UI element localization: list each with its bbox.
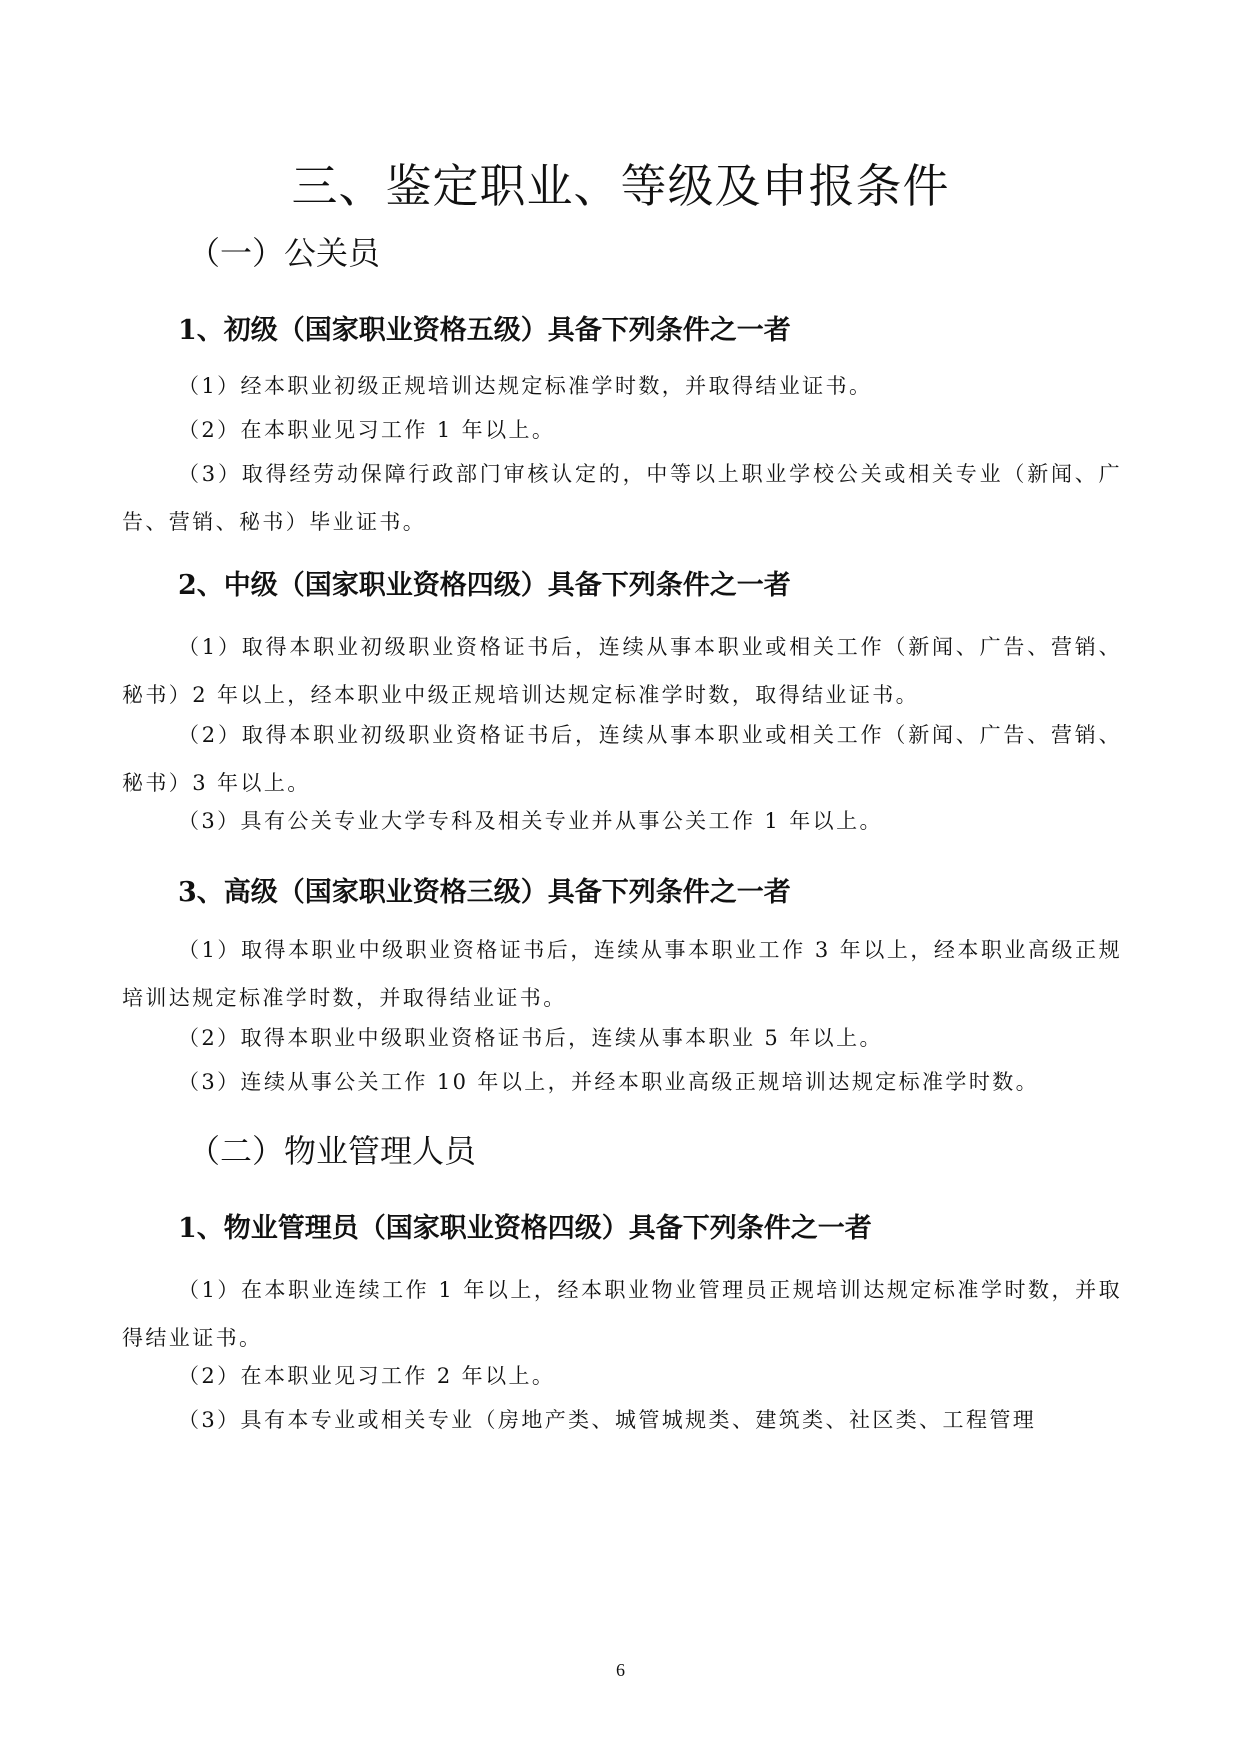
page-title: 三、鉴定职业、等级及申报条件 (291, 159, 950, 213)
requirement-item: （2）在本职业见习工作 1 年以上。 (178, 418, 556, 442)
requirement-item: （1）经本职业初级正规培训达规定标准学时数，并取得结业证书。 (178, 374, 873, 398)
requirement-item: （1）取得本职业初级职业资格证书后，连续从事本职业或相关工作（新闻、广告、营销、秘书）2 年以上，经本职业中级正规培训达规定标准学时数，取得结业证书。 (122, 635, 1122, 707)
requirement-item: （3）连续从事公关工作 10 年以上，并经本职业高级正规培训达规定标准学时数。 (178, 1070, 1040, 1094)
requirement-item: （2）取得本职业中级职业资格证书后，连续从事本职业 5 年以上。 (178, 1026, 883, 1050)
requirement-item: （3）具有本专业或相关专业（房地产类、城管城规类、建筑类、社区类、工程管理 (178, 1408, 1037, 1432)
section-heading-public-relations: （一）公关员 (188, 234, 381, 272)
requirement-item: （3）取得经劳动保障行政部门审核认定的，中等以上职业学校公关或相关专业（新闻、广告、营销、秘书）毕业证书。 (122, 462, 1122, 534)
level-heading-senior: 3、高级（国家职业资格三级）具备下列条件之一者 (178, 877, 791, 908)
requirement-item: （1）取得本职业中级职业资格证书后，连续从事本职业工作 3 年以上，经本职业高级正规培训达规定标准学时数，并取得结业证书。 (122, 938, 1122, 1010)
level-heading-property-manager: 1、物业管理员（国家职业资格四级）具备下列条件之一者 (178, 1213, 872, 1244)
requirement-item: （2）取得本职业初级职业资格证书后，连续从事本职业或相关工作（新闻、广告、营销、秘书）3 年以上。 (122, 723, 1122, 795)
level-heading-intermediate: 2、中级（国家职业资格四级）具备下列条件之一者 (178, 570, 791, 601)
requirement-item: （1）在本职业连续工作 1 年以上，经本职业物业管理员正规培训达规定标准学时数，并取得结业证书。 (122, 1278, 1122, 1350)
page-number: 6 (616, 1660, 625, 1680)
requirement-item: （2）在本职业见习工作 2 年以上。 (178, 1364, 556, 1388)
level-heading-junior: 1、初级（国家职业资格五级）具备下列条件之一者 (178, 315, 791, 346)
section-heading-property-management: （二）物业管理人员 (188, 1132, 477, 1170)
requirement-item: （3）具有公关专业大学专科及相关专业并从事公关工作 1 年以上。 (178, 809, 883, 833)
